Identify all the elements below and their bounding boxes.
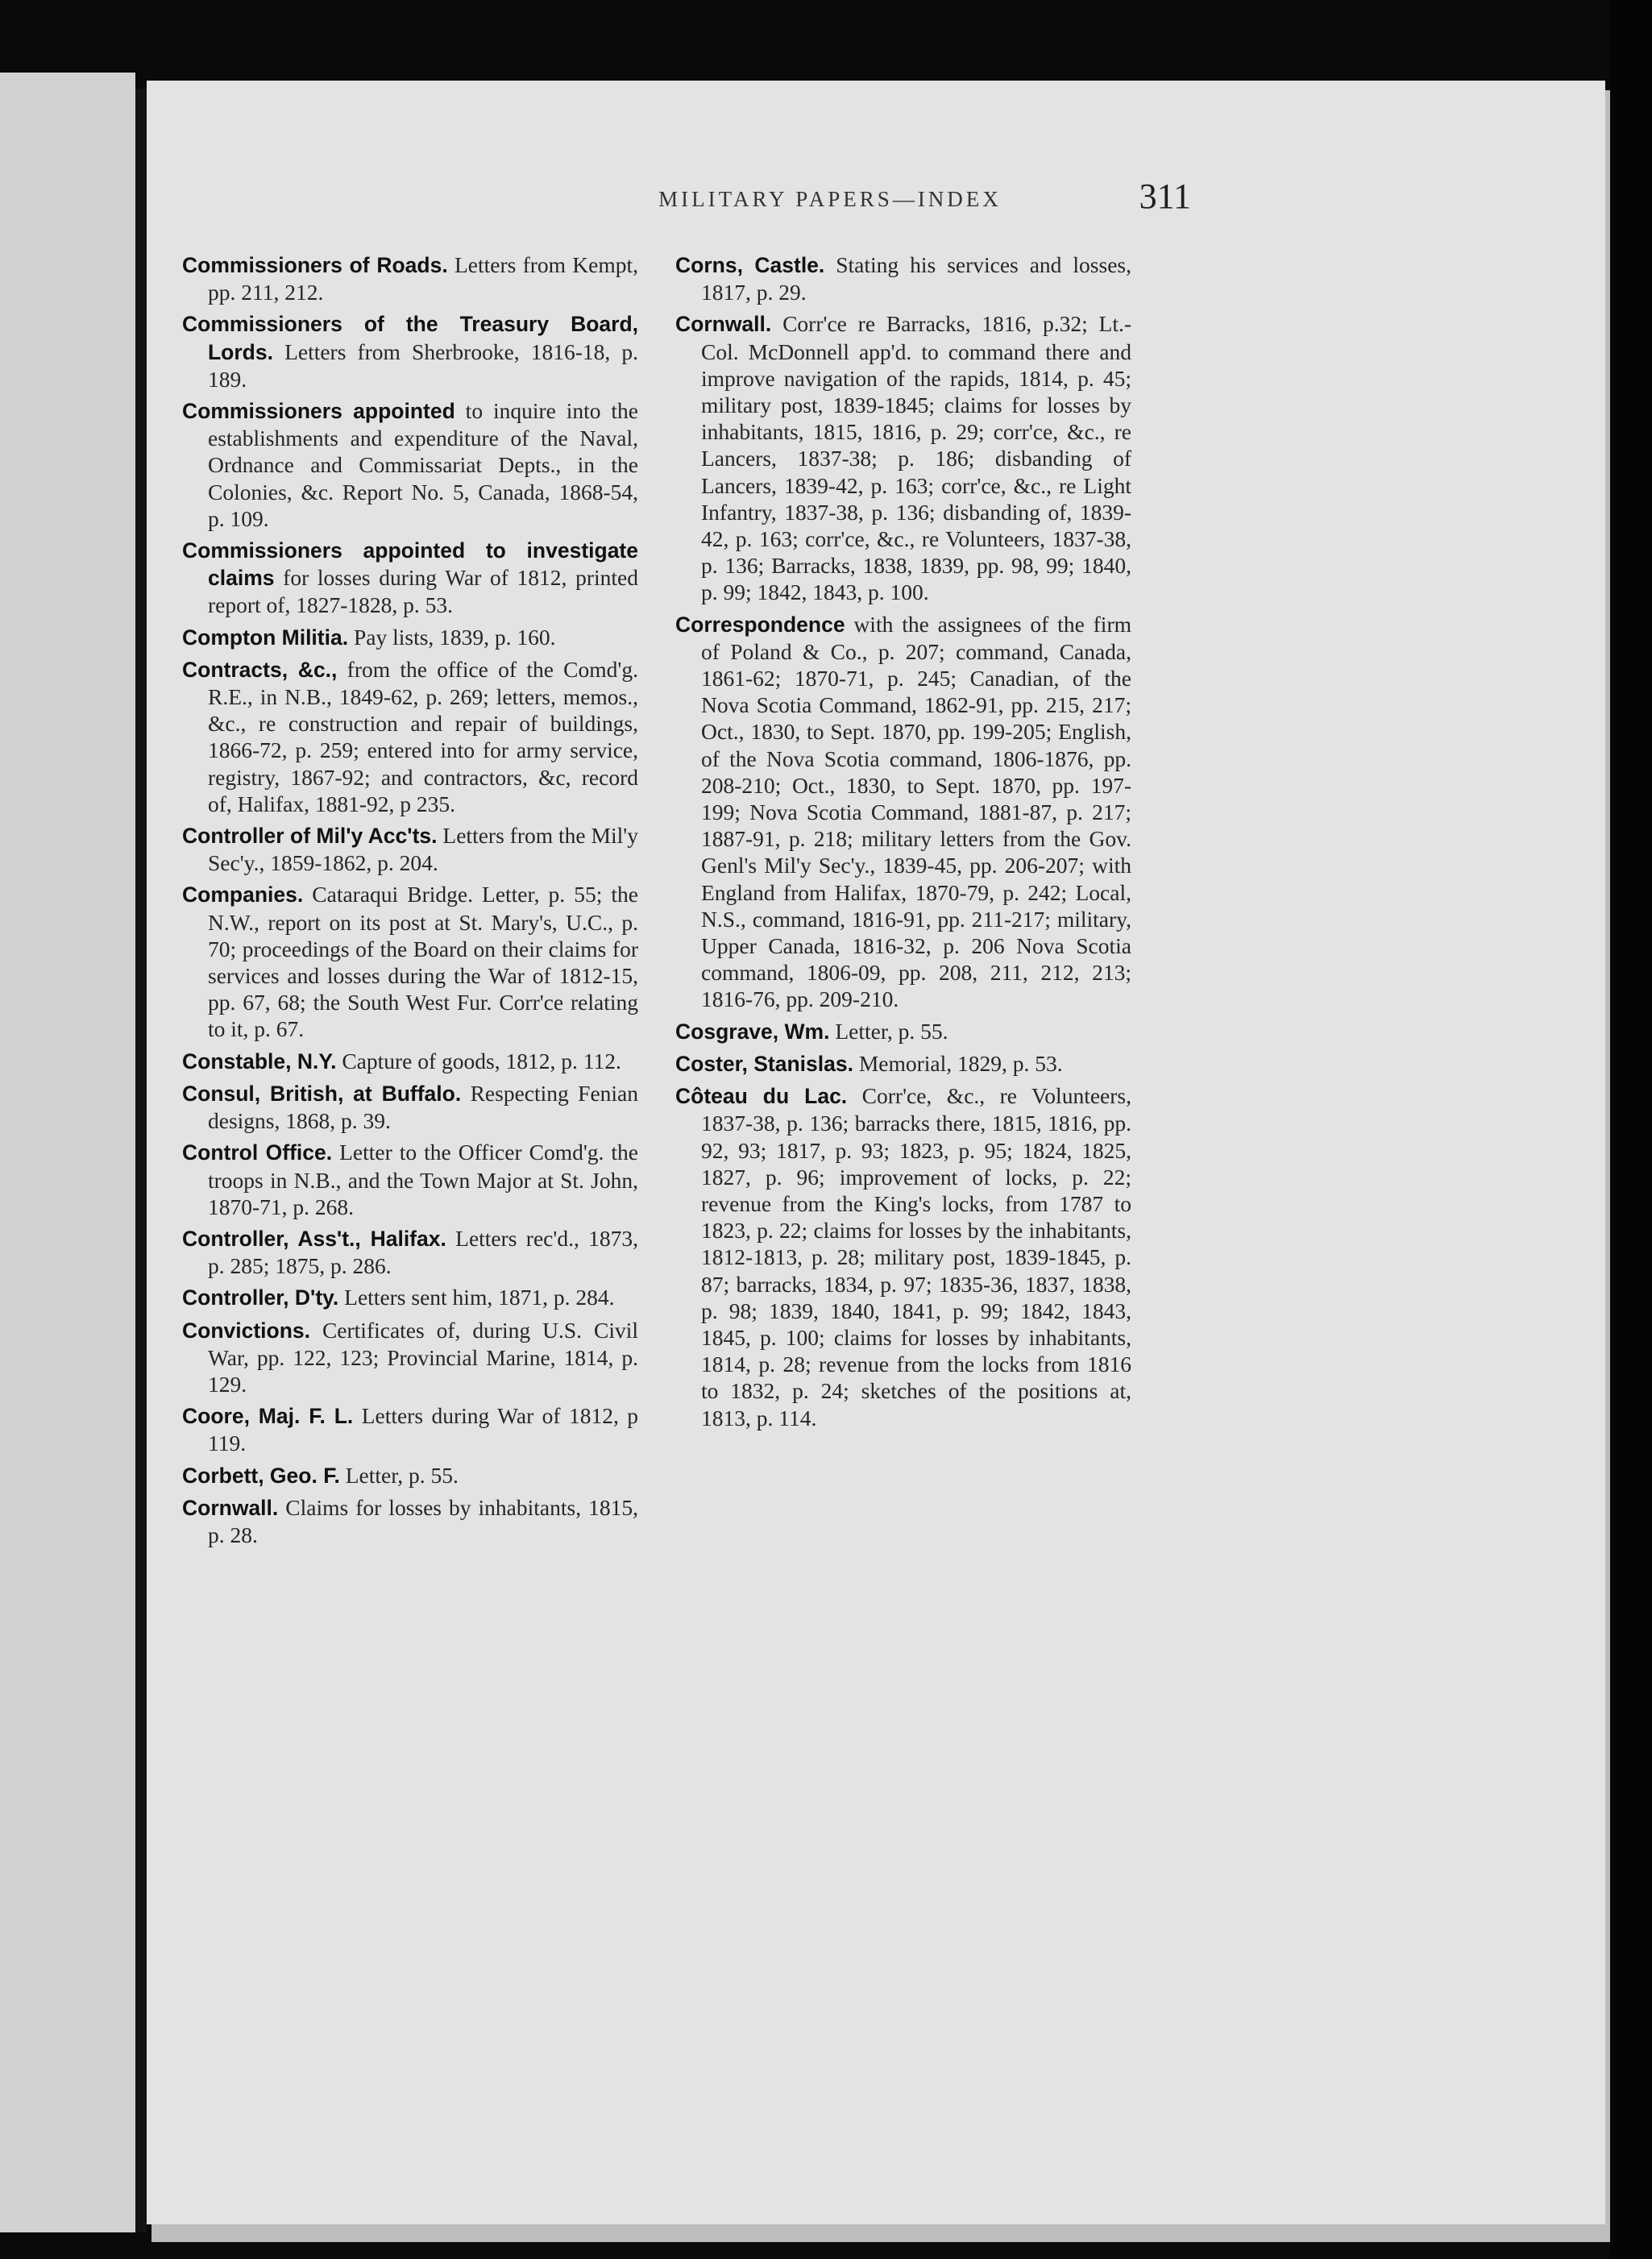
- entry-text: Certificates of, during U.S. Civil War, pp. 122, 123; Provincial Marine, 1814, p. 129.: [208, 1317, 638, 1397]
- entry-heading: Consul, British, at Buffalo.: [182, 1081, 462, 1106]
- entry-text: Stating his services and losses, 1817, p. 29.: [701, 252, 1131, 305]
- entry-heading: Contracts, &c.,: [182, 657, 338, 682]
- index-entry: [182, 624, 638, 651]
- entry-text: Respecting Fenian designs, 1868, p. 39.: [208, 1080, 638, 1134]
- entry-heading: Coore, Maj. F. L.: [182, 1404, 354, 1429]
- running-head: MILITARY PAPERS—INDEX: [658, 187, 1002, 211]
- entry-text: Capture of goods, 1812, p. 112.: [336, 1048, 621, 1073]
- index-entry: [182, 881, 638, 1042]
- entry-text: Letters rec'd., 1873, p. 285; 1875, p. 286.: [208, 1225, 639, 1279]
- entry-heading: Companies.: [182, 882, 304, 907]
- entry-heading: Commissioners of Roads.: [182, 253, 448, 277]
- index-entry: [182, 537, 638, 619]
- index-entry: [182, 1080, 638, 1134]
- index-entry: [182, 1462, 638, 1489]
- index-entry: [182, 1494, 638, 1548]
- index-column-left: [182, 251, 638, 1553]
- index-entry: [675, 1050, 1131, 1078]
- index-entry: [182, 1317, 638, 1398]
- index-entry: [182, 1225, 638, 1279]
- index-entry: [675, 1018, 1131, 1045]
- entry-heading: Corns, Castle.: [675, 253, 825, 277]
- binding-gutter: [135, 89, 147, 2232]
- entry-heading: Cornwall.: [675, 312, 772, 337]
- index-entry: [182, 251, 638, 305]
- entry-text: Pay lists, 1839, p. 160.: [348, 624, 556, 650]
- index-entry: [675, 1082, 1131, 1431]
- page-number: 311: [1139, 176, 1191, 216]
- index-entry: [675, 611, 1131, 1013]
- index-entry: [182, 1139, 638, 1220]
- scan-border: [1610, 0, 1652, 2259]
- entry-text: with the assignees of the firm of Poland & Co., p. 207; command, Canada, 1861-62; 1870-71, p. 245; Canadian, of the Nova Scotia Command, 1862-91, pp. 215, 217; Oct., 1830, to Sept. 1870, pp. 199-205; English, of the Nova Scotia command, 1806-1876, pp. 208-210; Oct., 1830, to Sept. 1870, pp. 197-199; Nova Scotia Command, 1881-87, p. 217; 1887-91, p. 218; military letters from the Gov. Genl's Mil'y Sec'y., 1839-45, pp. 206-207; with England from Halifax, 1870-79, p. 242; Local, N.S., command, 1816-91, pp. 211-217; military, Upper Canada, 1816-32, p. 206 Nova Scotia command, 1806-09, pp. 208, 211, 212, 213; 1816-76, pp. 209-210.: [701, 611, 1131, 1012]
- entry-text: Letters from Sherbrooke, 1816-18, p. 189.: [208, 338, 638, 392]
- entry-heading: Corbett, Geo. F.: [182, 1463, 340, 1488]
- entry-text: Letter, p. 55.: [829, 1018, 948, 1044]
- entry-text: Memorial, 1829, p. 53.: [853, 1050, 1063, 1076]
- facing-page-edge: [0, 73, 135, 2232]
- entry-text: Cataraqui Bridge. Letter, p. 55; the N.W., report on its post at St. Mary's, U.C., p. 70; proceedings of the Board on their claims for services and losses during the War of 1812-15, pp. 67, 68; the South West Fur. Corr'ce relating to it, p. 67.: [208, 882, 638, 1042]
- entry-text: for losses during War of 1812, printed report of, 1827-1828, p. 53.: [208, 565, 638, 618]
- entry-heading: Côteau du Lac.: [675, 1084, 848, 1109]
- entry-heading: Compton Militia.: [182, 625, 349, 650]
- entry-text: Corr'ce, &c., re Volunteers, 1837-38, p. 136; barracks there, 1815, 1816, pp. 92, 93; 1817, p. 93; 1823, p. 95; 1824, 1825, 1827, p. 96; improvement of locks, p. 22; revenue from the King's locks, from 1787 to 1823, p. 22; claims for losses by the inhabitants, 1812-1813, p. 28; military post, 1839-1845, p. 87; barracks, 1834, p. 97; 1835-36, 1837, 1838, p. 98; 1839, 1840, 1841, p. 99; 1842, 1843, 1845, p. 100; claims for losses by inhabitants, 1814, p. 28; revenue from the locks from 1816 to 1832, p. 24; sketches of the positions at, 1813, p. 114.: [701, 1083, 1131, 1431]
- entry-heading: Convictions.: [182, 1318, 311, 1343]
- entry-heading: Constable, N.Y.: [182, 1049, 337, 1073]
- index-entry: [182, 1284, 638, 1311]
- entry-heading: Cosgrave, Wm.: [675, 1019, 830, 1044]
- entry-heading: Commissioners appointed to investigate claims: [182, 538, 638, 591]
- entry-text: to inquire into the establishments and expenditure of the Naval, Ordnance and Commissariat Depts., in the Colonies, &c. Report No. 5, Canada, 1868-54, p. 109.: [208, 398, 638, 531]
- entry-text: Letters from the Mil'y Sec'y., 1859-1862, p. 204.: [208, 823, 638, 876]
- entry-heading: Controller, Ass't., Halifax.: [182, 1226, 446, 1251]
- entry-text: Letters sent him, 1871, p. 284.: [338, 1285, 615, 1310]
- index-entry: [182, 310, 638, 392]
- entry-heading: Control Office.: [182, 1140, 333, 1165]
- entry-heading: Commissioners of the Treasury Board, Lords.: [182, 312, 638, 364]
- entry-heading: Coster, Stanislas.: [675, 1051, 853, 1076]
- entry-heading: Commissioners appointed: [182, 399, 455, 424]
- entry-text: from the office of the Comd'g. R.E., in N.B., 1849-62, p. 269; letters, memos., &c., re construction and repair of buildings, 1866-72, p. 259; entered into for army service, registry, 1867-92; and contractors, &c, record of, Halifax, 1881-92, p 235.: [208, 656, 638, 816]
- entry-heading: Controller of Mil'y Acc'ts.: [182, 824, 438, 849]
- entry-heading: Correspondence: [675, 612, 845, 637]
- index-entry: [182, 1048, 638, 1075]
- entry-text: Letter to the Officer Comd'g. the troops in N.B., and the Town Major at St. John, 1870-71, p. 268.: [208, 1140, 638, 1219]
- index-entry: [182, 397, 638, 532]
- entry-text: Claims for losses by inhabitants, 1815, p. 28.: [208, 1494, 638, 1547]
- entry-heading: Cornwall.: [182, 1495, 279, 1520]
- entry-text: Letters from Kempt, pp. 211, 212.: [208, 252, 639, 305]
- index-entry: [182, 1402, 638, 1456]
- entry-text: Letter, p. 55.: [339, 1462, 459, 1488]
- index-column-right: [675, 251, 1131, 1436]
- index-entry: [675, 251, 1131, 305]
- index-entry: [182, 656, 638, 817]
- index-entry: [182, 822, 638, 876]
- entry-text: Corr'ce re Barracks, 1816, p.32; Lt.-Col. McDonnell app'd. to command there and improve navigation of the rapids, 1814, p. 45; military post, 1839-1845; claims for losses by inhabitants, 1815, 1816, p. 29; corr'ce, &c., re Lancers, 1837-38; p. 186; disbanding of Lancers, 1839-42, p. 163; corr'ce, &c., re Light Infantry, 1837-38, p. 136; disbanding of, 1839-42, p. 163; corr'ce, &c., re Volunteers, 1837-38, p. 136; Barracks, 1838, 1839, pp. 98, 99; 1840, p. 99; 1842, 1843, p. 100.: [701, 311, 1131, 605]
- entry-text: Letters during War of 1812, p 119.: [208, 1403, 638, 1456]
- index-entry: [675, 310, 1131, 605]
- entry-heading: Controller, D'ty.: [182, 1285, 339, 1310]
